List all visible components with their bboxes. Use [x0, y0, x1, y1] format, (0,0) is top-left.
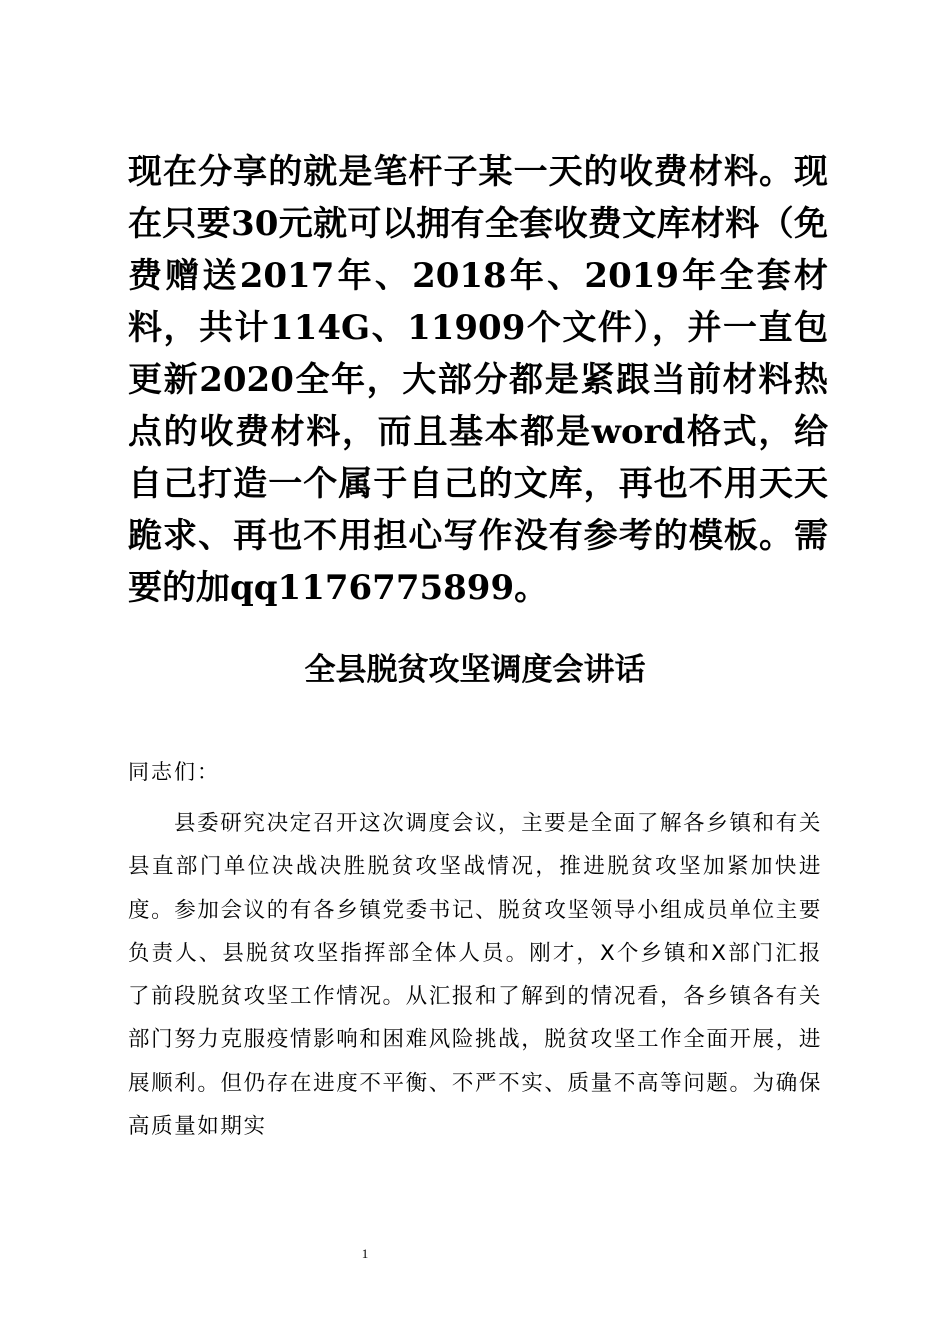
body-paragraph: 县委研究决定召开这次调度会议，主要是全面了解各乡镇和有关县直部门单位决战决胜脱贫攻坚战情况，推进脱贫攻坚加紧加快进度。参加会议的有各乡镇党委书记、脱贫攻坚领导小组成员单位主要负责人、县脱贫攻坚指挥部全体人员。刚才，X个乡镇和X部门汇报了前段脱贫攻坚工作情况。从汇报和了解到的情况看，各乡镇各有关部门努力克服疫情影响和困难风险挑战，脱贫攻坚工作全面开展，进展顺利。但仍存在进度不平衡、不严不实、质量不高等问题。为确保高质量如期实 — [128, 811, 822, 1140]
page-number: 1 — [361, 1246, 369, 1261]
promo-paragraph: 现在分享的就是笔杆子某一天的收费材料。现在只要30元就可以拥有全套收费文库材料（免费赠送2017年、2018年、2019年全套材料，共计114G、11909个文件），并一直包更新2020全年，大部分都是紧跟当前材料热点的收费材料，而且基本都是word格式，给自己打造一个属于自己的文库，再也不用天天跪求、再也不用担心写作没有参考的模板。需要的加qq1176775899。 — [128, 152, 828, 608]
salutation: 同志们： — [128, 760, 220, 784]
document-title: 全县脱贫攻坚调度会讲话 — [304, 652, 646, 688]
